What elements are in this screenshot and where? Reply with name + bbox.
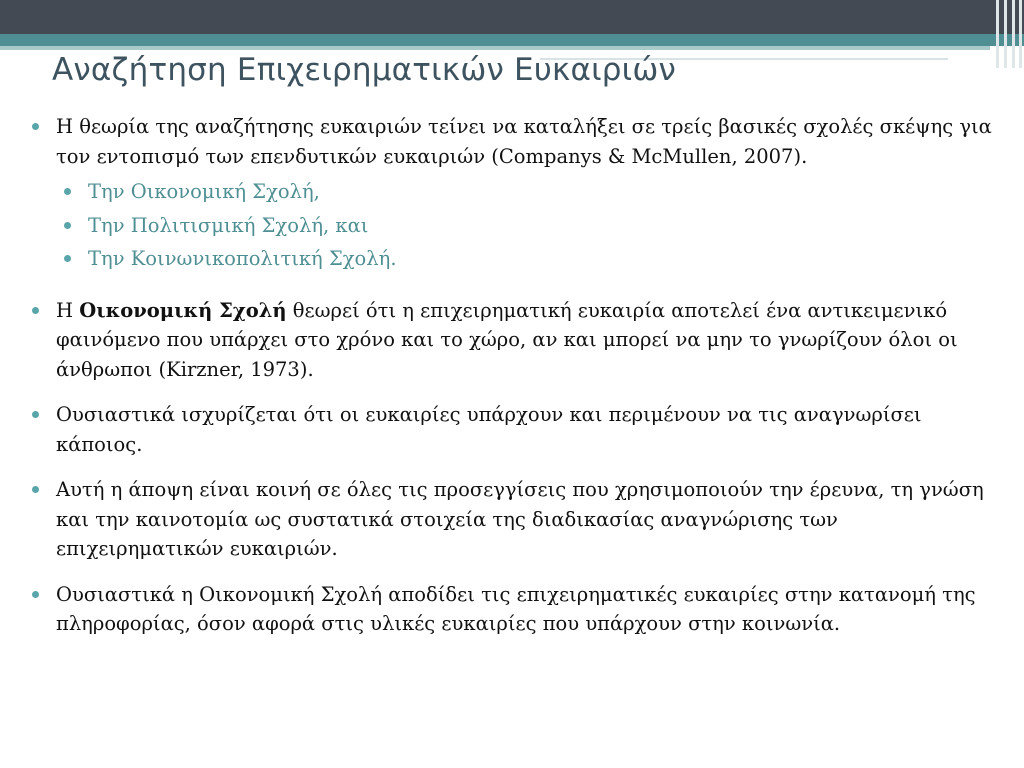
top-dark-band (0, 0, 1024, 34)
top-teal-band (0, 34, 1024, 46)
school-item: Την Οικονομική Σχολή, (30, 177, 1005, 207)
economic-school-bold: Οικονομική Σχολή (79, 298, 287, 322)
bullet-point: Αυτή η άποψη είναι κοινή σε όλες τις προσεγγίσεις που χρησιμοποιούν την έρευνα, τη γνώση και την καινοτομία ως συστατικά στοιχεία της διαδικασίας αναγνώρισης των επιχειρηματικών ευκαιριών. (30, 475, 1005, 564)
corner-stripes-decoration (992, 0, 1024, 68)
schools-list (30, 177, 1005, 274)
slide-content (30, 112, 1005, 655)
bullet-economic-school (30, 296, 1005, 385)
slide-title: Αναζήτηση Επιχειρηματικών Ευκαιριών (52, 52, 677, 88)
economic-rest: θεωρεί ότι η επιχειρηματική ευκαιρία αποτελεί ένα αντικειμενικό φαινόμενο που υπάρχει στο χρόνο και το χώρο, αν και μπορεί να μην το γνωρίζουν όλοι οι άνθρωποι (Kirzner, 1973). (56, 298, 958, 381)
top-accent-line (0, 46, 990, 50)
bullet-point: Ουσιαστικά η Οικονομική Σχολή αποδίδει τις επιχειρηματικές ευκαιρίες στην κατανομή της πληροφορίας, όσον αφορά στις υλικές ευκαιρίες που υπάρχουν στην κοινωνία. (30, 580, 1005, 639)
school-item: Την Κοινωνικοπολιτική Σχολή. (30, 244, 1005, 274)
bullet-intro: Η θεωρία της αναζήτησης ευκαιριών τείνει να καταλήξει σε τρείς βασικές σχολές σκέψης για τον εντοπισμό των επενδυτικών ευκαιριών (Companys & McMullen, 2007). (30, 112, 1005, 171)
school-item: Την Πολιτισμική Σχολή, και (30, 211, 1005, 241)
bullet-point: Ουσιαστικά ισχυρίζεται ότι οι ευκαιρίες υπάρχουν και περιμένουν να τις αναγνωρίσει κάποιος. (30, 400, 1005, 459)
economic-prefix: Η (56, 298, 80, 322)
